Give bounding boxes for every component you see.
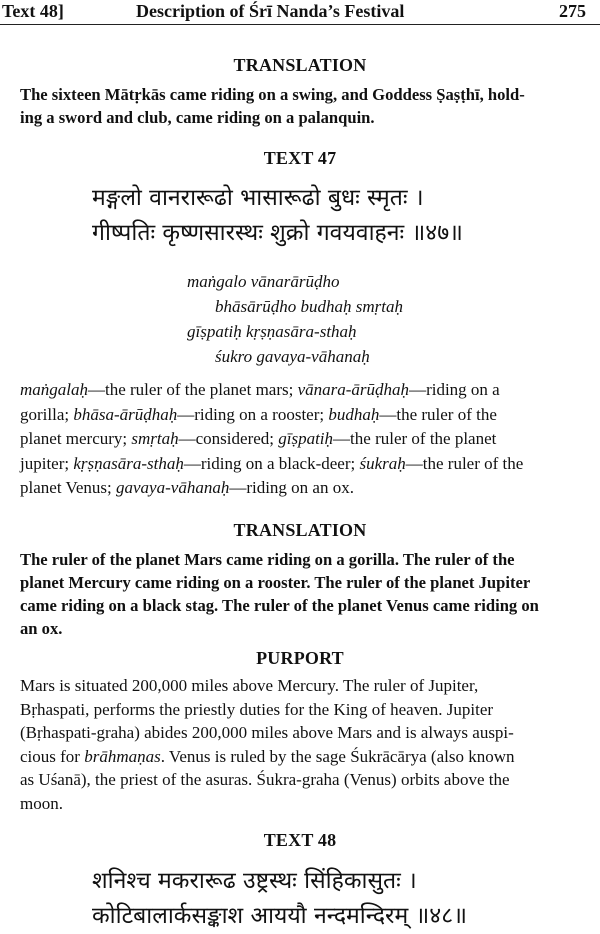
gloss-text: cious for [20,746,85,766]
page-header [0,0,600,25]
synonym-line [20,378,600,403]
text-line: planet Mercury came riding on a rooster. The ruler of the planet Jupiter [20,573,531,592]
gloss-text: —the ruler of the planet [333,429,497,448]
text-47-heading: TEXT 47 [263,148,337,168]
sanskrit-term: śukraḥ [359,453,406,473]
translit-line: bhāsārūḍho budhaḥ smṛtaḥ [215,297,403,316]
gloss-text: Mars is situated 200,000 miles above Mercury. The ruler of Jupiter, [20,676,479,695]
page-number: 275 [559,1,586,21]
purport-line [20,674,600,698]
purport-line [20,792,600,816]
gloss-text: —the ruler of the [379,404,497,424]
sanskrit-term: kṛṣṇasāra-sthaḥ [73,453,184,473]
sanskrit-line: कोटिबालार्कसङ्काश आययौ नन्दमन्दिरम् ॥४८॥ [92,903,468,929]
gloss-text: —riding on a [409,380,500,399]
sanskrit-verse-47 [92,181,592,251]
purport-heading: PURPORT [256,648,344,668]
sanskrit-term: budhaḥ [328,404,380,424]
gloss-text: —the ruler of the planet mars; [88,380,298,399]
translit-line: maṅgalo vānarārūḍho [187,272,340,291]
translit-line: śukro gavaya-vāhanaḥ [215,347,370,366]
synonym-line [20,403,600,428]
text-line: The sixteen Mātṛkās came riding on a swing, and Goddess Ṣaṣṭhī, hold- [20,85,525,104]
sanskrit-term: maṅgalaḥ [20,380,88,399]
sanskrit-line: गीष्पतिः कृष्णसारस्थः शुक्रो गवयवाहनः ॥४७॥ [92,220,463,246]
translation-text-47 [20,548,600,640]
synonym-line [20,476,600,501]
text-48-heading: TEXT 48 [263,830,337,850]
purport-text [20,674,600,815]
gloss-text: —considered; [178,429,279,448]
gloss-text: —riding on a black-deer; [183,453,360,473]
gloss-text: Bṛhaspati, performs the priestly duties for the King of heaven. Jupiter [20,699,494,719]
gloss-text: as Uśanā), the priest of the asuras. Śukra-graha (Venus) orbits above the [20,770,510,789]
gloss-text: —riding on a rooster; [177,404,329,424]
synonym-line [20,427,600,452]
translation-text-46 [20,83,600,129]
sanskrit-term: gavaya-vāhanaḥ [116,478,230,497]
translation-heading: TRANSLATION [233,55,367,75]
synonym-line [20,452,600,477]
purport-line [20,745,600,769]
sanskrit-term: smṛtaḥ [131,429,179,448]
purport-line [20,698,600,722]
gloss-text: —the ruler of the [405,453,524,473]
gloss-text: jupiter; [20,453,74,473]
purport-line [20,768,600,792]
sanskrit-verse-48 [92,864,592,934]
text-line: ing a sword and club, came riding on a palanquin. [20,108,375,127]
text-line: an ox. [20,619,63,638]
transliteration-47 [187,269,587,369]
gloss-text: (Bṛhaspati-graha) abides 200,000 miles above Mars and is always auspi- [20,723,514,742]
gloss-text: moon. [20,793,63,813]
sanskrit-term: gīṣpatiḥ [278,429,334,448]
synonyms-47 [20,378,600,501]
sanskrit-line: शनिश्च मकरारूढ उष्ट्रस्थः सिंहिकासुतः । [92,868,417,894]
gloss-text: . Venus is ruled by the sage Śukrācārya (also known [160,746,515,766]
sanskrit-line: मङ्गलो वानरारूढो भासारूढो बुधः स्मृतः । [92,185,424,211]
sanskrit-term: brāhmaṇas [84,746,161,766]
translit-line: gīṣpatiḥ kṛṣṇasāra-sthaḥ [187,322,357,341]
purport-line [20,721,600,745]
header-chapter-title: Description of Śrī Nanda’s Festival [136,1,405,21]
sanskrit-term: bhāsa-ārūḍhaḥ [73,404,178,424]
gloss-text: planet Venus; [20,478,117,497]
gloss-text: planet mercury; [20,429,132,448]
header-chapter-ref: Text 48] [2,1,64,21]
sanskrit-term: vānara-ārūḍhaḥ [297,380,410,399]
gloss-text: —riding on an ox. [229,478,354,497]
gloss-text: gorilla; [20,404,74,424]
text-line: came riding on a black stag. The ruler of the planet Venus came riding on [20,596,539,615]
text-line: The ruler of the planet Mars came riding on a gorilla. The ruler of the [20,550,515,569]
translation-heading: TRANSLATION [233,520,367,540]
